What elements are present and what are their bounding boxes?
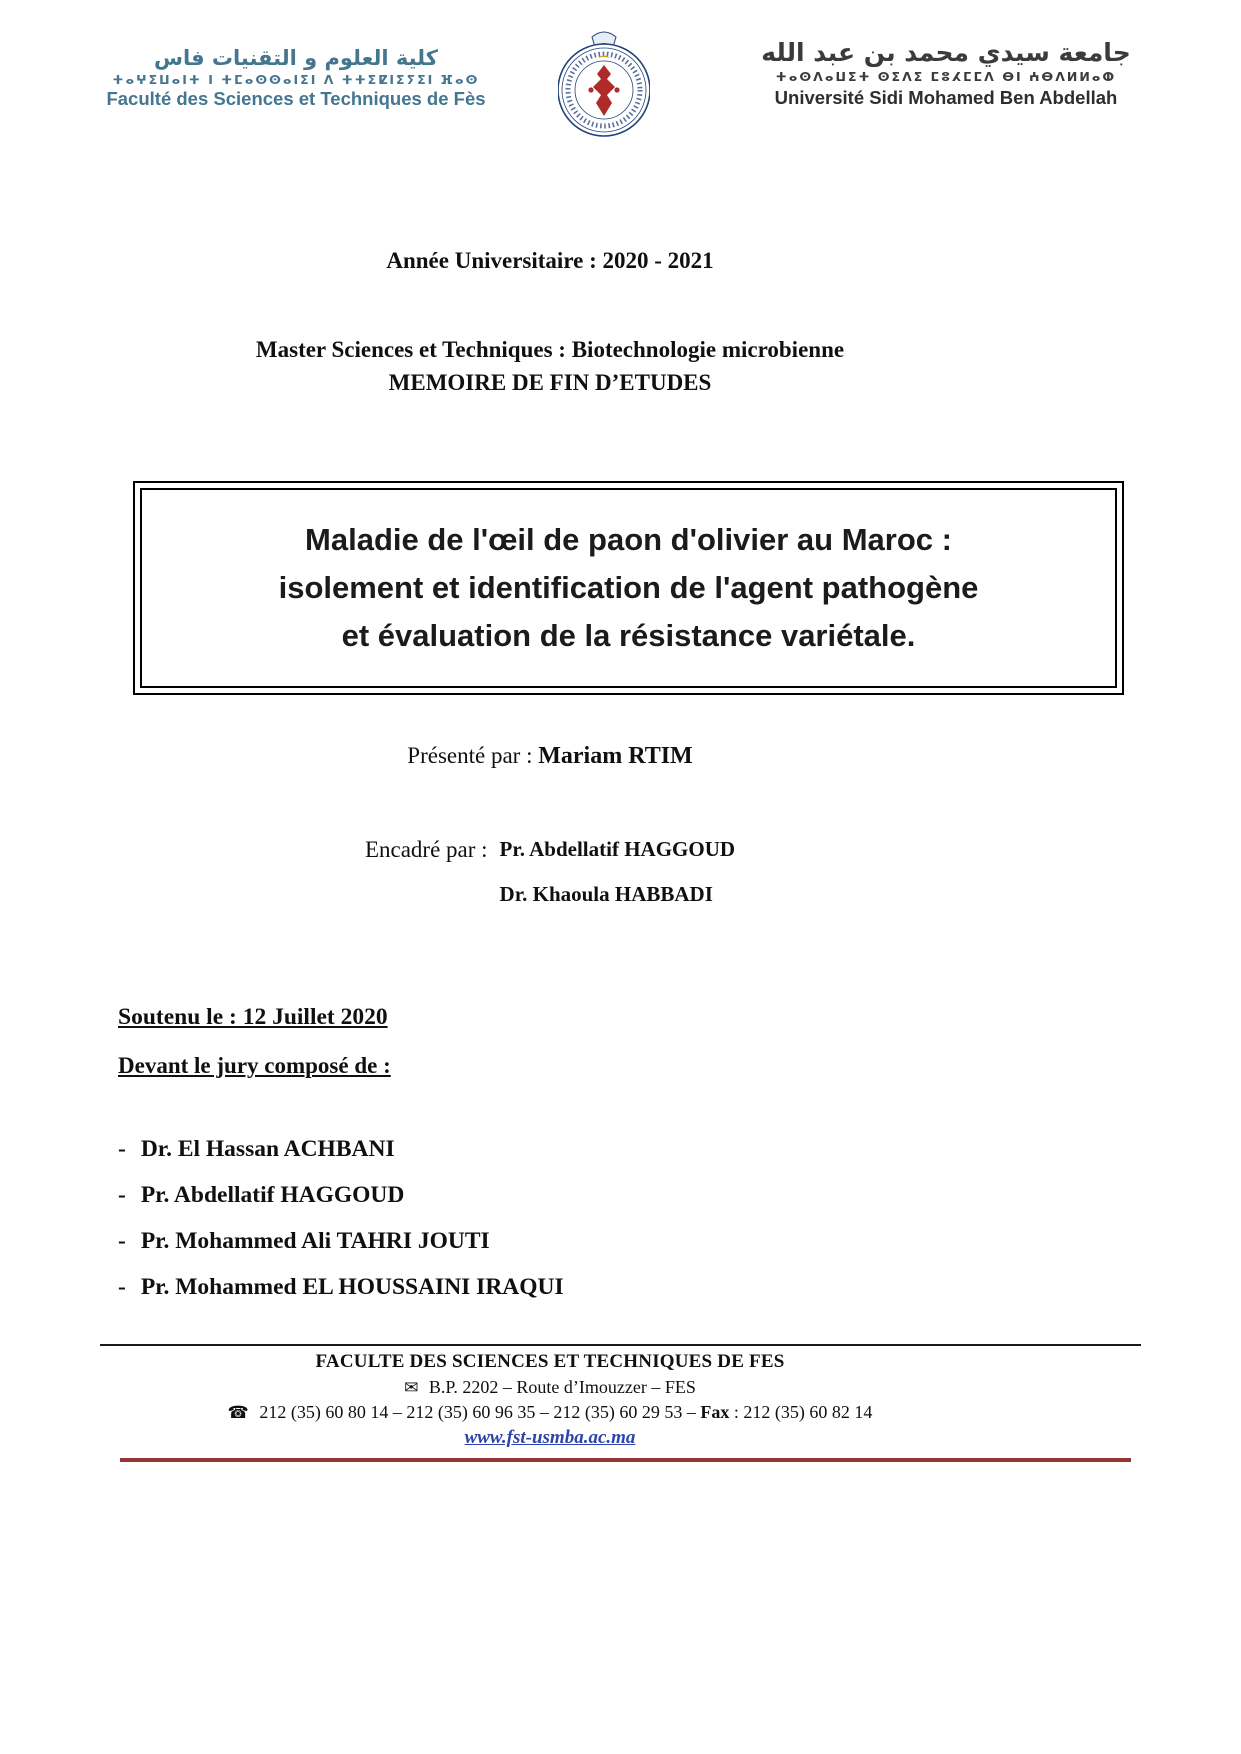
letterhead [0, 0, 1241, 147]
footer-address-text: B.P. 2202 – Route d’Imouzzer – FES [428, 1377, 696, 1397]
footer [0, 1344, 1241, 1462]
phone-icon: ☎ [227, 1403, 249, 1423]
document-type: MEMOIRE DE FIN D’ETUDES [388, 369, 712, 395]
list-dash: - [118, 1135, 126, 1162]
jury-member [118, 1273, 1241, 1301]
footer-accent-line [120, 1458, 1131, 1462]
presented-by-section [100, 741, 1000, 772]
thesis-title [140, 488, 1117, 688]
university-logo [558, 24, 650, 147]
list-dash: - [118, 1181, 126, 1208]
thesis-title-line-1: Maladie de l'œil de paon d'olivier au Maroc : [305, 522, 952, 558]
footer-fax-label: Fax [700, 1402, 730, 1422]
footer-website [100, 1427, 1000, 1449]
list-dash: - [118, 1273, 126, 1300]
university-name-arabic: جامعة سيدي محمد بن عبد الله [761, 38, 1131, 67]
university-name-french: Université Sidi Mohamed Ben Abdellah [774, 87, 1118, 108]
faculty-identity [86, 24, 506, 110]
jury-member-name: Pr. Mohammed Ali TAHRI JOUTI [140, 1227, 490, 1254]
defense-date: Soutenu le : 12 Juillet 2020 [118, 1004, 388, 1031]
candidate-name: Mariam RTIM [538, 743, 693, 770]
jury-intro: Devant le jury composé de : [118, 1052, 391, 1078]
thesis-title-line-2: isolement et identification de l'agent pathogène [278, 570, 979, 606]
supervisor-2: Dr. Khaoula HABBADI [499, 881, 713, 906]
list-dash: - [118, 1227, 126, 1254]
jury-member-name: Pr. Abdellatif HAGGOUD [140, 1181, 405, 1208]
program-heading [100, 333, 1000, 400]
university-identity [701, 24, 1191, 109]
jury-member [118, 1227, 1241, 1255]
jury-list [118, 1135, 1241, 1301]
supervised-by-section [100, 835, 1000, 927]
jury-member [118, 1135, 1241, 1163]
jury-member [118, 1181, 1241, 1209]
university-seal-icon [558, 24, 650, 142]
website-link[interactable]: www.fst-usmba.ac.ma [464, 1427, 636, 1448]
supervised-by-label: Encadré par : [364, 836, 488, 862]
thesis-title-box [133, 481, 1124, 695]
footer-fax-number: : 212 (35) 60 82 14 [733, 1402, 873, 1422]
supervisor-names [500, 835, 735, 927]
faculty-name-arabic: كلية العلوم و التقنيات فاس [154, 46, 438, 70]
footer-faculty-name: FACULTE DES SCIENCES ET TECHNIQUES DE FES [315, 1351, 785, 1372]
supervisor-1: Pr. Abdellatif HAGGOUD [499, 836, 736, 861]
jury-member-name: Dr. El Hassan ACHBANI [140, 1135, 395, 1162]
jury-member-name: Pr. Mohammed EL HOUSSAINI IRAQUI [140, 1273, 564, 1300]
footer-phones [100, 1402, 1000, 1423]
faculty-name-tifinagh: ⵜⴰⵖⵉⵡⴰⵏⵜ ⵏ ⵜⵎⴰⵙⵙⴰⵏⵉⵏ ⴷ ⵜⵜⵉⵇⵏⵉⵢⵉⵏ ⴼⴰⵙ [112, 72, 480, 87]
program-name: Master Sciences et Techniques : Biotechnologie microbienne [255, 336, 845, 362]
mail-icon: ✉ [404, 1378, 419, 1398]
footer-phone-numbers: 212 (35) 60 80 14 – 212 (35) 60 96 35 – 212 (35) 60 29 53 – [259, 1402, 696, 1422]
thesis-title-line-3: et évaluation de la résistance variétale. [341, 618, 916, 654]
presented-by-label: Présenté par : [407, 743, 533, 769]
footer-address [100, 1377, 1000, 1398]
footer-divider [100, 1344, 1141, 1346]
university-name-tifinagh: ⵜⴰⵙⴷⴰⵡⵉⵜ ⵙⵉⴷⵉ ⵎⵓⵃⵎⵎⴷ ⴱⵏ ⵄⴱⴷⵍⵍⴰⵀ [775, 69, 1117, 84]
faculty-name-french: Faculté des Sciences et Techniques de Fès [106, 88, 486, 109]
academic-year: Année Universitaire : 2020 - 2021 [386, 248, 714, 273]
